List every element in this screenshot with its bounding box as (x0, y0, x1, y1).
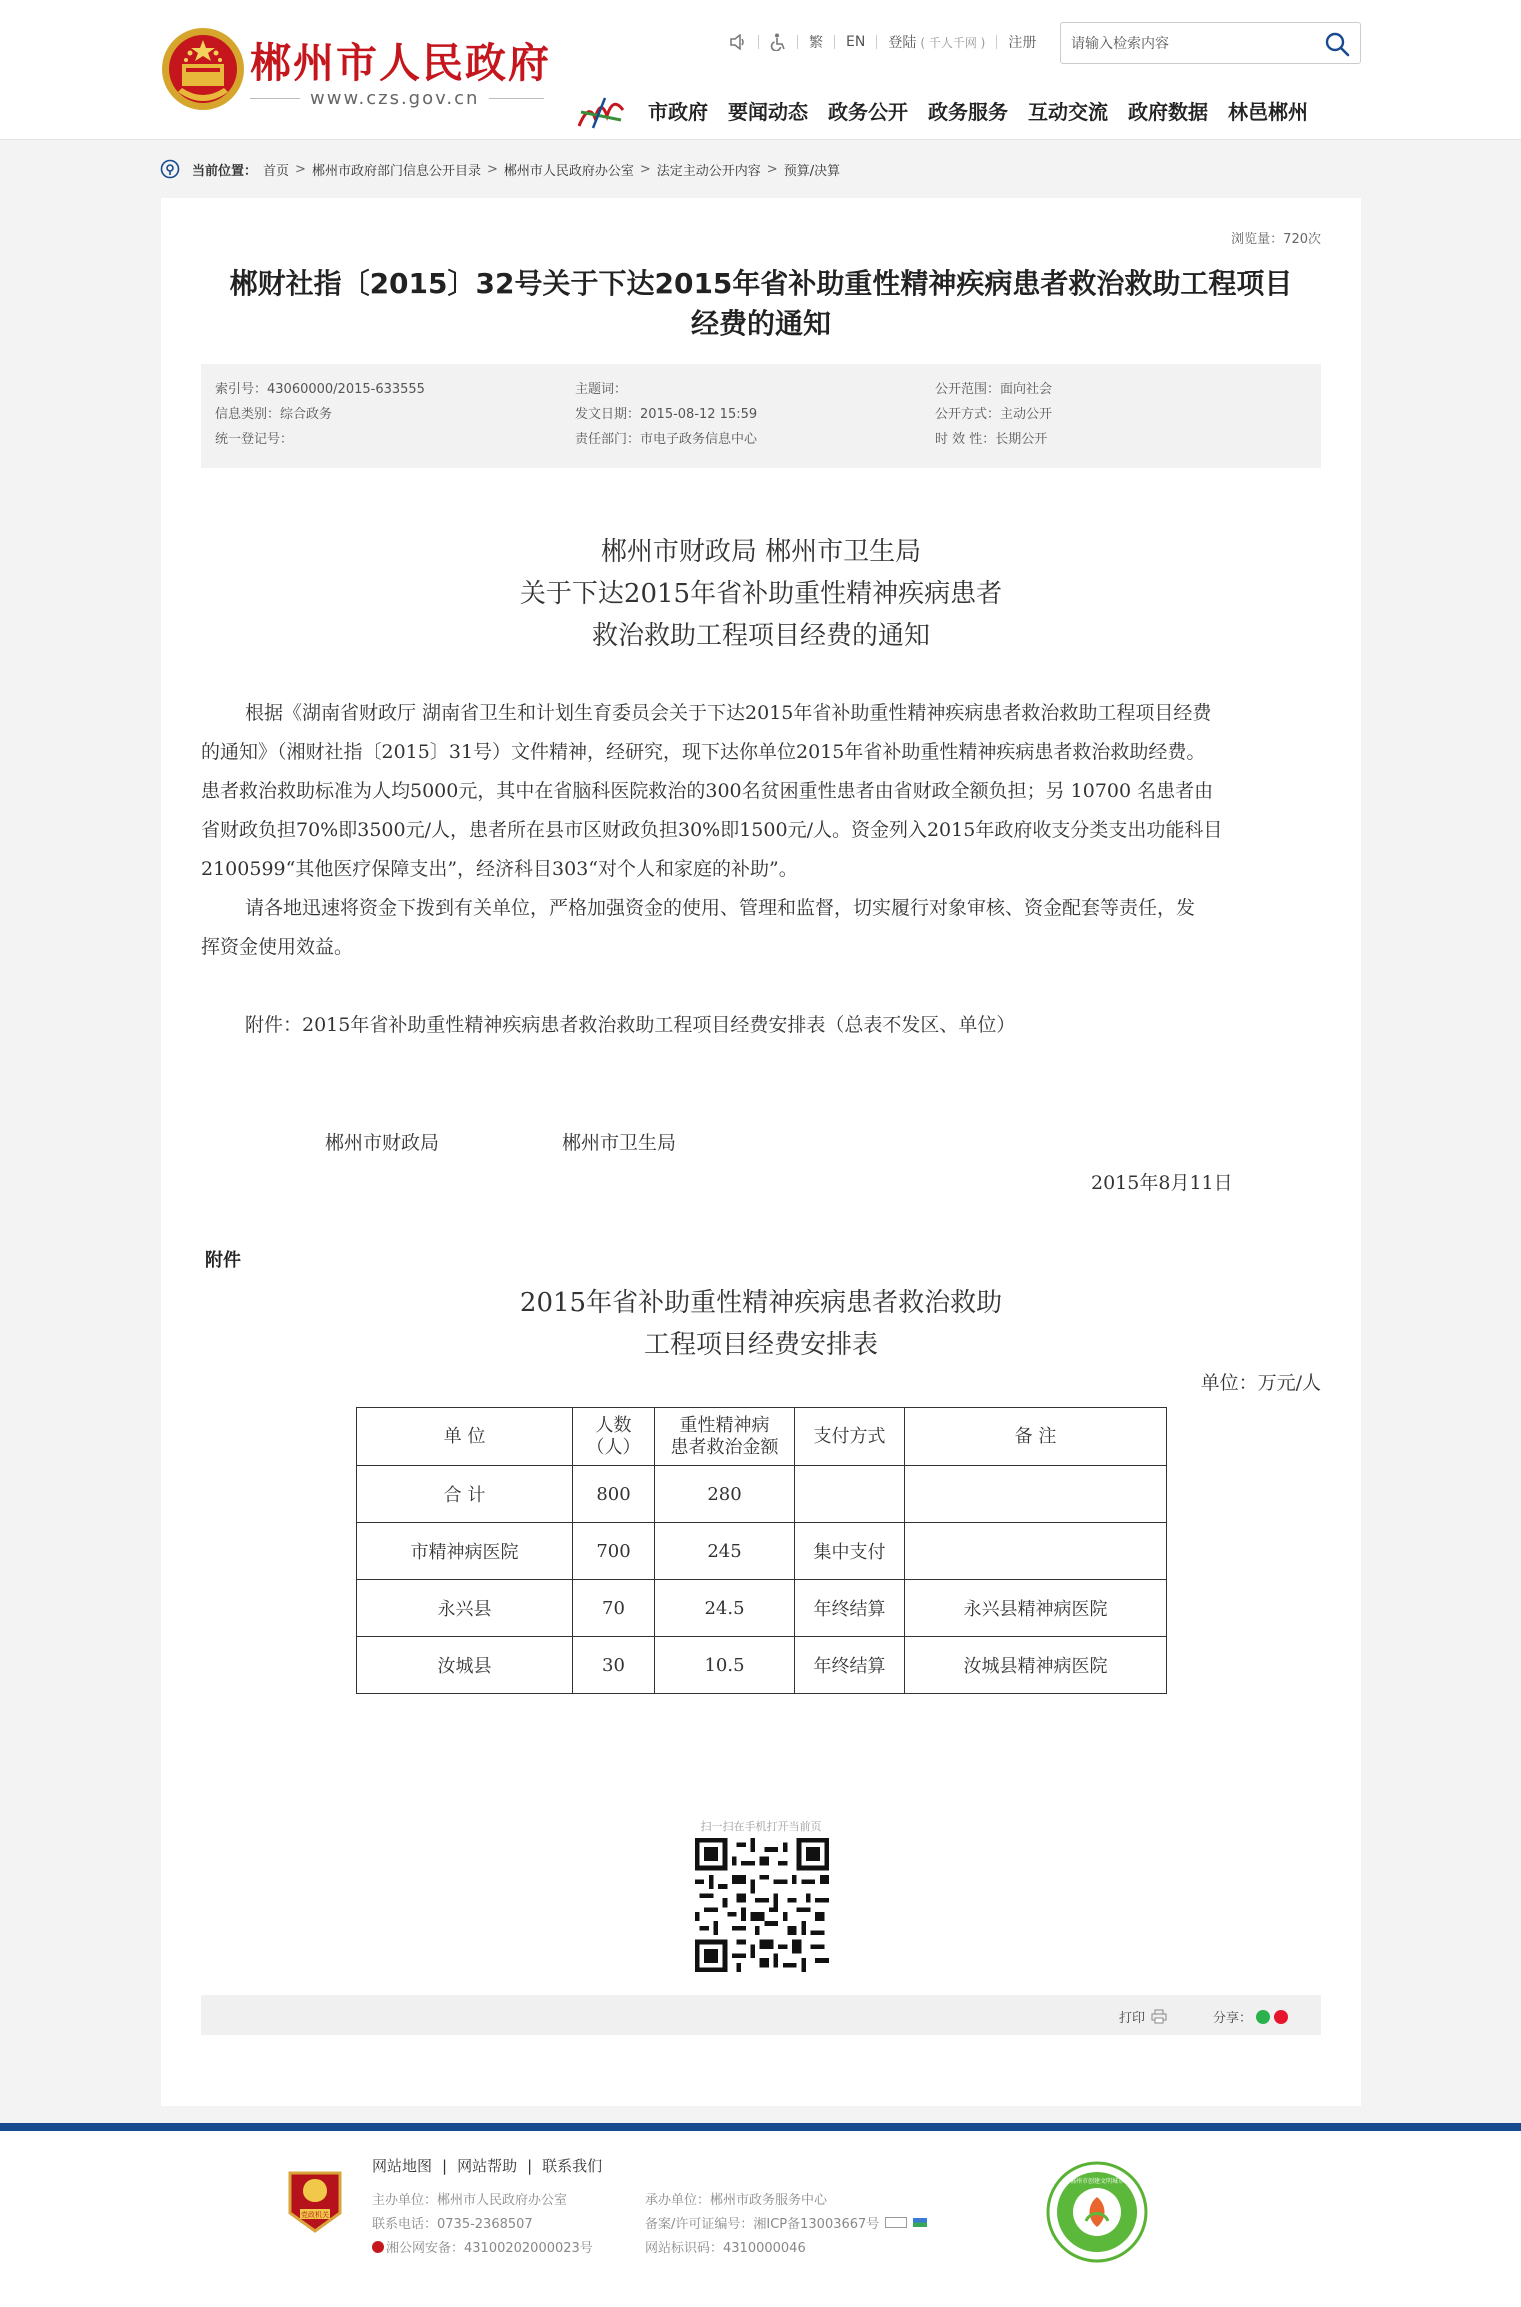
table-header: 人数 （人） (573, 1408, 655, 1466)
footer-links (372, 2155, 602, 2176)
site-url (250, 88, 544, 109)
paragraph-line: 的通知》（湘财社指〔2015〕31号）文件精神，经研究，现下达你单位2015年省补助重性精神疾病患者救治救助经费。 (201, 741, 1206, 763)
table-cell (905, 1523, 1167, 1580)
notice-heading-line: 关于下达2015年省补助重性精神疾病患者 (519, 579, 1003, 609)
table-header: 重性精神病 患者救治金额 (655, 1408, 795, 1466)
civilized-city-badge-icon[interactable] (1046, 2161, 1148, 2263)
signer-health: 郴州市卫生局 (562, 1132, 677, 1154)
site-name[interactable]: 郴州市人民政府 (250, 39, 551, 87)
footer-link-contact[interactable]: 联系我们 (542, 2157, 603, 2175)
table-cell: 汝城县精神病医院 (905, 1637, 1167, 1694)
table-cell: 市精神病医院 (357, 1523, 573, 1580)
table-cell: 永兴县精神病医院 (905, 1580, 1167, 1637)
nav-item-services[interactable]: 政务服务 (928, 100, 1008, 124)
main-nav (640, 96, 1318, 128)
paragraph-line: 患者救治救助标准为人均5000元，其中在省脑科医院救治的300名贫困重性患者由省财政全额负担；另 10700 名患者由 (201, 780, 1214, 802)
paragraph-line: 2100599“其他医疗保障支出”，经济科目303“对个人和家庭的补助”。 (201, 858, 798, 880)
meta-publish-date: 发文日期：2015-08-12 15:59 (575, 407, 758, 422)
table-cell: 800 (573, 1466, 655, 1523)
attachment-title-line: 2015年省补助重性精神疾病患者救治救助 (519, 1288, 1003, 1318)
table-row (357, 1580, 1167, 1637)
breadcrumb-statutory[interactable]: 法定主动公开内容 (656, 163, 761, 179)
login-link[interactable] (877, 32, 996, 52)
breadcrumb-separator: > (295, 161, 306, 177)
footer-police-text: 湘公网安备：43100202000023号 (386, 2241, 593, 2256)
meta-scope: 公开范围：面向社会 (935, 382, 1053, 397)
paragraph-line: 挥资金使用效益。 (201, 936, 354, 958)
attachment-title-line: 工程项目经费安排表 (643, 1330, 878, 1360)
signature-date: 2015年8月11日 (1091, 1172, 1233, 1194)
footer-phone: 联系电话：0735-2368507 (372, 2217, 533, 2232)
nav-item-data[interactable]: 政府数据 (1128, 100, 1208, 124)
table-cell (795, 1466, 905, 1523)
article-panel (161, 198, 1361, 2106)
table-row (357, 1523, 1167, 1580)
accessibility-voice-button[interactable] (718, 34, 758, 50)
paragraph-line: 省财政负担70%即3500元/人，患者所在县市区财政负担30%即1500元/人。资金列入2015年政府收支分类支出功能科目 (201, 819, 1223, 841)
footer-site-code: 网站标识码：4310000046 (645, 2241, 806, 2256)
breadcrumb (160, 158, 840, 180)
nav-item-news[interactable]: 要闻动态 (728, 100, 808, 124)
url-divider (250, 98, 300, 99)
paragraph-line (201, 889, 1321, 928)
meta-department: 责任部门：市电子政务信息中心 (575, 432, 758, 447)
table-cell: 70 (573, 1580, 655, 1637)
print-button[interactable] (1119, 2007, 1167, 2026)
site-header (0, 0, 1521, 140)
footer-host: 主办单位：郴州市人民政府办公室 (372, 2193, 568, 2208)
login-label: 登陆 (888, 35, 917, 51)
qr-caption: 扫一扫在手机打开当前页 (700, 1820, 822, 1833)
site-url-text: www.czs.gov.cn (310, 88, 480, 109)
unit-label: 单位：万元/人 (1200, 1372, 1321, 1394)
badge-left-text: 党政机关 (301, 2211, 329, 2219)
table-cell: 30 (573, 1637, 655, 1694)
printer-icon (1151, 2009, 1167, 2024)
attachment-label: 附件 (205, 1250, 241, 1271)
footer-police-record[interactable] (372, 2237, 593, 2256)
page-title (191, 264, 1331, 344)
allocation-table (356, 1407, 1167, 1694)
breadcrumb-separator: > (766, 161, 778, 177)
article-tools (201, 1995, 1321, 2035)
table-header-row (357, 1408, 1167, 1466)
nav-logo-icon (575, 92, 627, 132)
badge-right-text: 郴州市创建文明城市 (1069, 2178, 1125, 2185)
wechat-icon[interactable] (1256, 2010, 1270, 2024)
table-cell: 280 (655, 1466, 795, 1523)
view-count: 浏览量：720次 (1231, 232, 1321, 247)
table-row (357, 1466, 1167, 1523)
print-label: 打印 (1119, 2011, 1146, 2026)
wheelchair-icon (770, 33, 786, 51)
footer-divider (0, 2123, 1521, 2131)
breadcrumb-label: 当前位置： (192, 163, 258, 179)
nav-item-linyi[interactable]: 林邑郴州 (1228, 100, 1308, 124)
voice-icon (729, 34, 747, 50)
notice-heading-line: 郴州市财政局 郴州市卫生局 (600, 537, 922, 567)
footer-link-separator: | (527, 2156, 533, 2175)
national-emblem-icon[interactable] (160, 26, 246, 112)
meta-method: 公开方式：主动公开 (935, 407, 1053, 422)
breadcrumb-separator: > (639, 161, 651, 177)
table-header: 单 位 (357, 1408, 573, 1466)
footer-link-help[interactable]: 网站帮助 (457, 2157, 518, 2175)
table-cell: 合 计 (357, 1466, 573, 1523)
share-label: 分享： (1213, 2011, 1253, 2026)
share-group (1213, 2007, 1288, 2026)
table-cell: 永兴县 (357, 1580, 573, 1637)
footer-icp-text: 备案/许可证编号：湘ICP备13003667号 (645, 2217, 880, 2232)
meta-category: 信息类别：综合政务 (215, 407, 333, 422)
login-note: ( 千人千网 ) (920, 35, 986, 50)
nav-item-public-affairs[interactable]: 政务公开 (828, 100, 908, 124)
paragraph-line-text: 根据《湖南省财政厅 湖南省卫生和计划生育委员会关于下达2015年省补助重性精神疾病患者救治救助工程项目经费 (245, 702, 1212, 724)
page-title-line: 郴财社指〔2015〕32号关于下达2015年省补助重性精神疾病患者救治救助工程项目 (229, 267, 1293, 300)
location-pin-icon (160, 159, 180, 179)
police-badge-icon (372, 2241, 384, 2253)
breadcrumb-separator: > (486, 161, 498, 177)
table-header: 备 注 (905, 1408, 1167, 1466)
stats-badge-icon[interactable] (913, 2218, 927, 2227)
table-cell: 集中支付 (795, 1523, 905, 1580)
url-divider (489, 98, 544, 99)
meta-index-no: 索引号：43060000/2015-633555 (215, 382, 425, 397)
nav-item-government[interactable]: 市政府 (648, 100, 708, 124)
table-header: 支付方式 (795, 1408, 905, 1466)
weibo-icon[interactable] (1274, 2010, 1288, 2024)
party-government-badge-icon[interactable] (286, 2169, 344, 2233)
attachment-note-text: 附件：2015年省补助重性精神疾病患者救治救助工程项目经费安排表（总表不发区、单位） (245, 1014, 1016, 1036)
nav-item-interaction[interactable]: 互动交流 (1028, 100, 1108, 124)
search-input[interactable] (1071, 33, 1311, 55)
paragraph-1 (201, 694, 1321, 889)
table-cell: 700 (573, 1523, 655, 1580)
paragraph-line-text: 请各地迅速将资金下拨到有关单位，严格加强资金的使用、管理和监督，切实履行对象审核、资金配套等责任，发 (245, 897, 1196, 919)
accessibility-button[interactable] (759, 33, 797, 51)
document-metadata (201, 364, 1321, 468)
table-cell: 10.5 (655, 1637, 795, 1694)
table-cell: 年终结算 (795, 1637, 905, 1694)
notice-heading-line: 救治救助工程项目经费的通知 (591, 621, 930, 651)
english-link[interactable]: EN (846, 34, 866, 50)
footer-link-sitemap[interactable]: 网站地图 (372, 2157, 433, 2175)
footer-icp[interactable] (645, 2213, 927, 2232)
table-cell (905, 1466, 1167, 1523)
signer-finance: 郴州市财政局 (325, 1132, 440, 1154)
footer-link-separator: | (442, 2156, 448, 2175)
paragraph-line (201, 694, 1321, 733)
cnzz-badge-icon[interactable] (885, 2217, 907, 2228)
meta-unified-no: 统一登记号： (215, 432, 294, 447)
breadcrumb-home[interactable]: 首页 (263, 163, 290, 179)
table-cell: 245 (655, 1523, 795, 1580)
top-toolbar (718, 32, 1047, 52)
search-icon[interactable] (1324, 31, 1350, 57)
table-row (357, 1637, 1167, 1694)
meta-subject: 主题词： (575, 382, 628, 397)
attachment-note (201, 1006, 1321, 1045)
meta-validity: 时 效 性：长期公开 (935, 432, 1048, 447)
attachment-title (201, 1282, 1321, 1366)
footer-organizer: 承办单位：郴州市政务服务中心 (645, 2193, 828, 2208)
register-link[interactable]: 注册 (1008, 35, 1037, 51)
breadcrumb-office[interactable]: 郴州市人民政府办公室 (503, 163, 634, 179)
table-cell: 24.5 (655, 1580, 795, 1637)
table-cell: 汝城县 (357, 1637, 573, 1694)
notice-heading (201, 531, 1321, 657)
site-footer (0, 2131, 1521, 2307)
qr-code-icon (695, 1838, 829, 1972)
paragraph-2 (201, 889, 1321, 967)
table-cell: 年终结算 (795, 1580, 905, 1637)
search-box (1060, 22, 1361, 64)
traditional-chinese-link[interactable]: 繁 (809, 35, 823, 51)
breadcrumb-directory[interactable]: 郴州市政府部门信息公开目录 (311, 163, 481, 179)
page-title-line: 经费的通知 (690, 307, 831, 340)
breadcrumb-budget[interactable]: 预算/决算 (783, 163, 841, 179)
